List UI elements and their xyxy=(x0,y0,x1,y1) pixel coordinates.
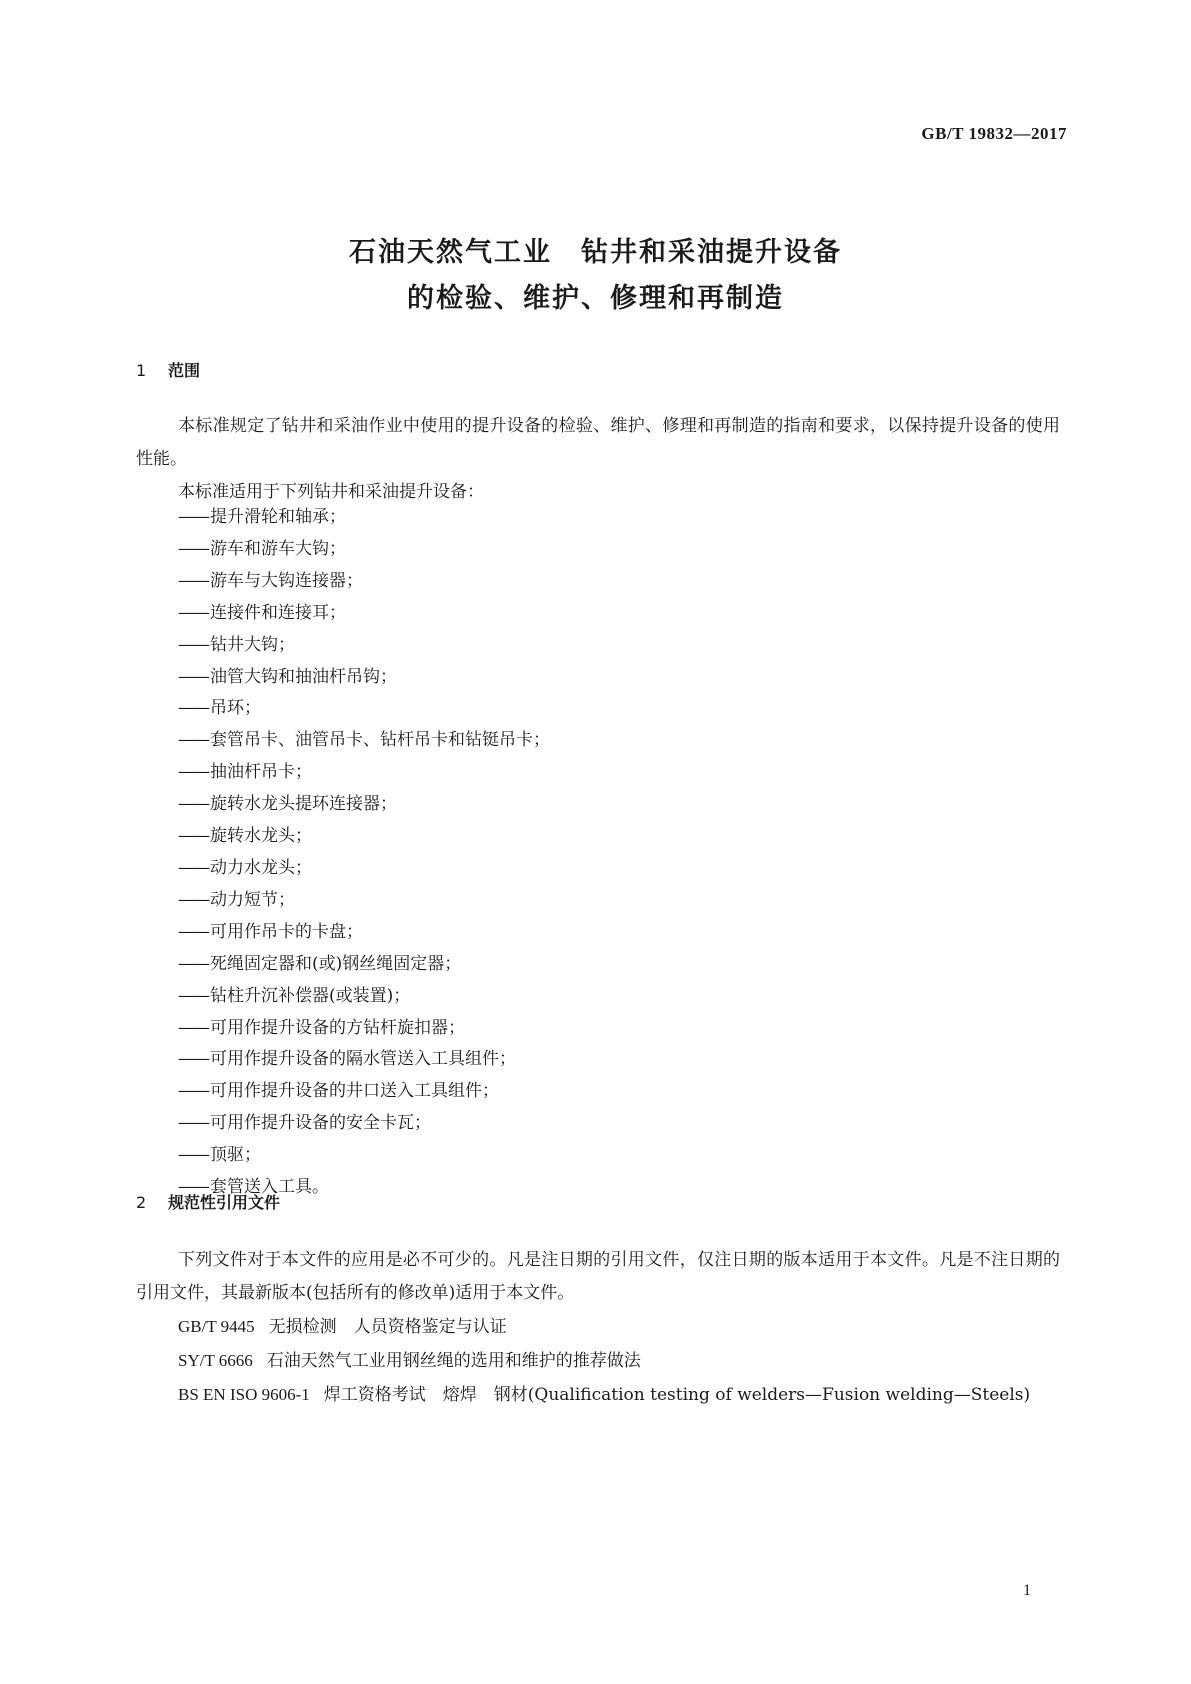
list-item: —— 提升滑轮和轴承； xyxy=(178,502,550,534)
list-item: —— 抽油杆吊卡； xyxy=(178,757,550,789)
section-1-title: 范围 xyxy=(168,361,201,380)
section-2-title: 规范性引用文件 xyxy=(168,1193,281,1212)
list-item: —— 套管吊卡、油管吊卡、钻杆吊卡和钻铤吊卡； xyxy=(178,725,550,757)
standard-number: GB/T 19832—2017 xyxy=(921,124,1067,143)
section-1-heading xyxy=(136,358,200,381)
list-item: —— 可用作提升设备的井口送入工具组件； xyxy=(178,1076,550,1108)
list-item: —— 游车和游车大钩； xyxy=(178,534,550,566)
section-1-number: 1 xyxy=(136,361,147,380)
list-item: —— 油管大钩和抽油杆吊钩； xyxy=(178,662,550,694)
section-1-paragraph-2: 本标准适用于下列钻井和采油提升设备： xyxy=(178,482,484,502)
reference-code: SY/T 6666 xyxy=(178,1351,253,1370)
list-item: —— 旋转水龙头提环连接器； xyxy=(178,789,550,821)
equipment-list xyxy=(178,502,550,1204)
section-2-number: 2 xyxy=(136,1193,147,1212)
page-number: 1 xyxy=(1023,1582,1031,1599)
list-item: —— 死绳固定器和(或)钢丝绳固定器； xyxy=(178,949,550,981)
title-line-2: 的检验、维护、修理和再制造 xyxy=(407,283,784,314)
reference-item xyxy=(178,1344,1060,1378)
section-1-intro xyxy=(136,410,1060,509)
reference-title: 焊工资格考试 熔焊 钢材(Qualification testing of welders—Fusion welding—Steels) xyxy=(323,1385,1031,1405)
reference-item xyxy=(178,1310,1060,1344)
list-item: —— 套管送入工具。 xyxy=(178,1172,550,1204)
section-2-intro xyxy=(136,1244,1060,1310)
reference-item xyxy=(136,1378,1060,1412)
reference-code: BS EN ISO 9606-1 xyxy=(178,1385,310,1404)
list-item: —— 钻井大钩； xyxy=(178,630,550,662)
list-item: —— 可用作提升设备的安全卡瓦； xyxy=(178,1108,550,1140)
list-item: —— 游车与大钩连接器； xyxy=(178,566,550,598)
list-item: —— 可用作吊卡的卡盘； xyxy=(178,917,550,949)
title-line-1: 石油天然气工业 钻井和采油提升设备 xyxy=(349,237,842,268)
reference-list xyxy=(178,1310,1060,1412)
reference-title: 无损检测 人员资格鉴定与认证 xyxy=(268,1317,507,1337)
section-2-heading xyxy=(136,1190,280,1213)
reference-code: GB/T 9445 xyxy=(178,1317,255,1336)
list-item: —— 动力短节； xyxy=(178,885,550,917)
list-item: —— 可用作提升设备的隔水管送入工具组件； xyxy=(178,1044,550,1076)
document-title xyxy=(0,230,1191,322)
list-item: —— 连接件和连接耳； xyxy=(178,598,550,630)
list-item: —— 可用作提升设备的方钻杆旋扣器； xyxy=(178,1013,550,1045)
list-item: —— 动力水龙头； xyxy=(178,853,550,885)
reference-title: 石油天然气工业用钢丝绳的选用和维护的推荐做法 xyxy=(266,1351,641,1371)
list-item: —— 顶驱； xyxy=(178,1140,550,1172)
list-item: —— 钻柱升沉补偿器(或装置)； xyxy=(178,981,550,1013)
section-1-paragraph-1: 本标准规定了钻井和采油作业中使用的提升设备的检验、维护、修理和再制造的指南和要求，以保持提升设备的使用性能。 xyxy=(136,416,1060,469)
section-2-paragraph-1: 下列文件对于本文件的应用是必不可少的。凡是注日期的引用文件，仅注日期的版本适用于本文件。凡是不注日期的引用文件，其最新版本(包括所有的修改单)适用于本文件。 xyxy=(136,1250,1060,1303)
list-item: —— 吊环； xyxy=(178,693,550,725)
list-item: —— 旋转水龙头； xyxy=(178,821,550,853)
